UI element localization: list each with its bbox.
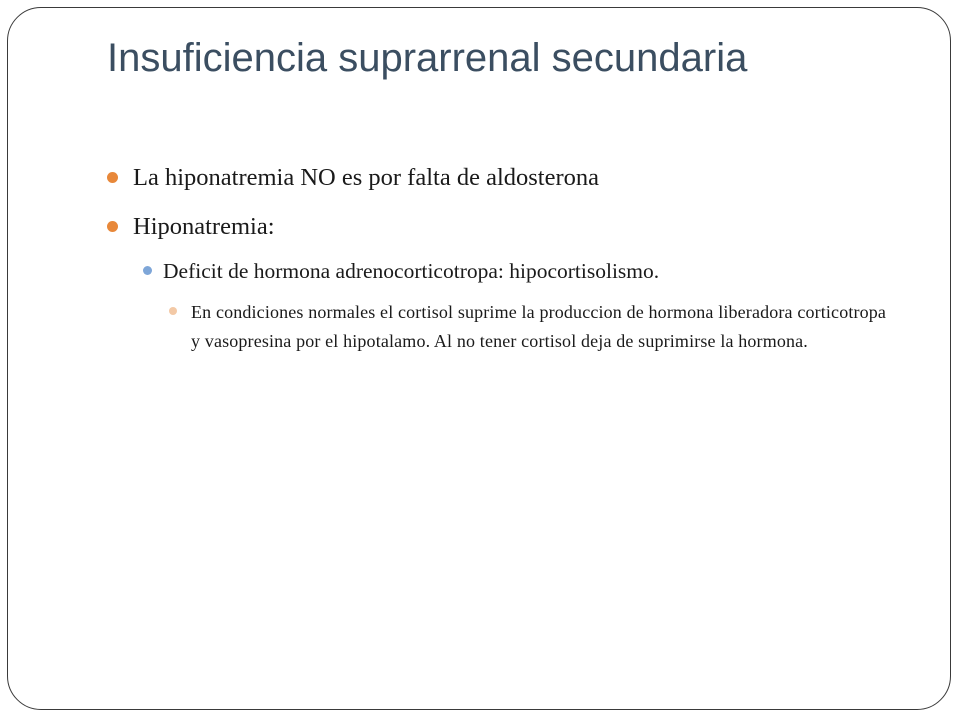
sub-bullet-item [163,257,659,285]
slide-frame [7,7,951,710]
bullet-dot-icon [107,172,118,183]
sub-bullet-text: Deficit de hormona adrenocorticotropa: hipocortisolismo. [163,259,660,283]
sub-bullet-dot-icon [143,266,152,275]
bullet-text: Hiponatremia: [133,213,275,240]
sub-sub-bullet-text: En condiciones normales el cortisol suprime la produccion de hormona liberadora corticotropa y vasopresina por el hipotalamo. Al no tener cortisol deja de suprimirse la hormona. [191,302,887,351]
bullet-item-1 [133,163,599,193]
bullet-text: La hiponatremia NO es por falta de aldosterona [133,164,600,191]
bullet-item-2 [133,212,275,242]
sub-sub-bullet-item [191,298,891,355]
sub-sub-bullet-dot-icon [169,307,177,315]
bullet-dot-icon [107,221,118,232]
slide-title: Insuficiencia suprarrenal secundaria [107,36,748,80]
